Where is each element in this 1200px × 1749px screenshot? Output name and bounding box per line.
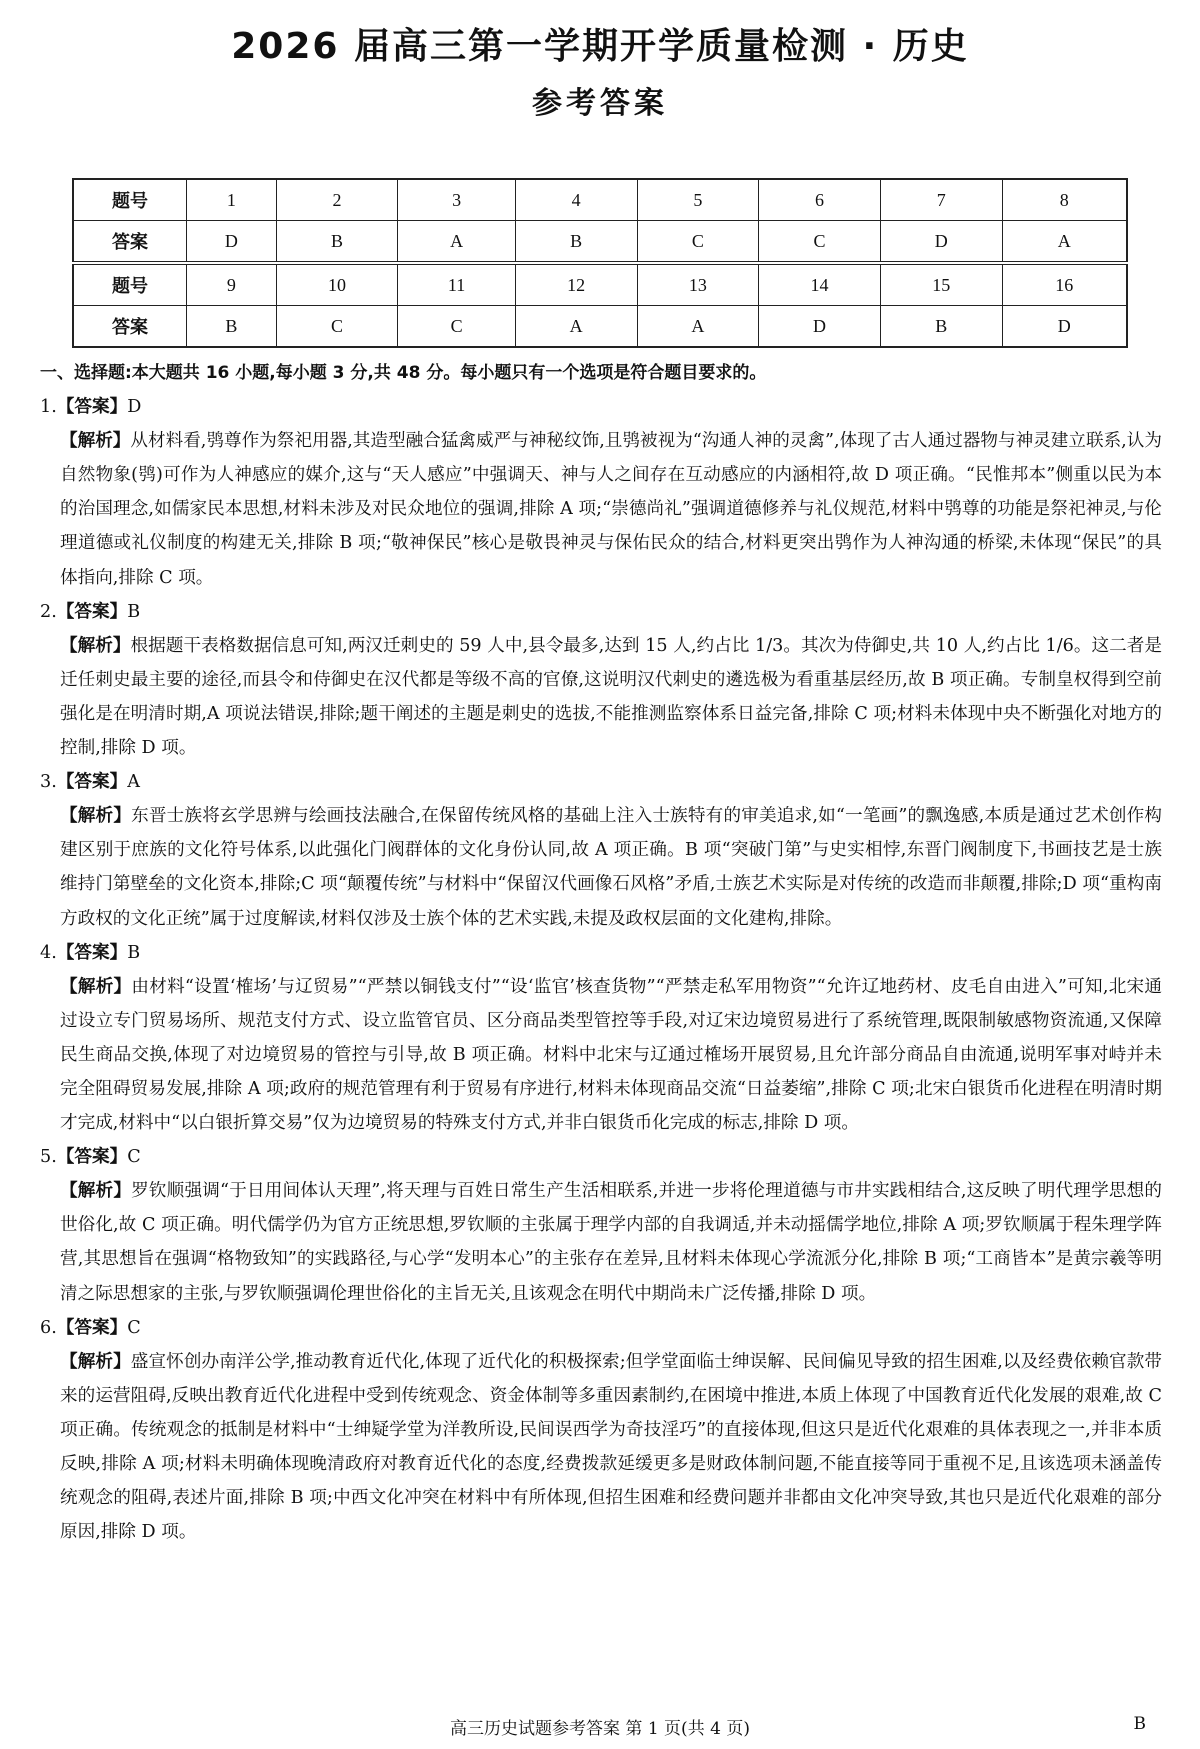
question-number: 2. [40,601,57,622]
question-number-cell: 6 [759,179,881,221]
question-number-cell: 11 [398,263,515,306]
explanation-paragraph [60,970,1162,1140]
question-answer-line [40,595,1162,629]
explanation-tag: 【解析】 [60,431,131,452]
explanation-paragraph [60,1174,1162,1310]
page-title: 2026 届高三第一学期开学质量检测 · 历史 [231,26,969,67]
question-number-row [73,263,1127,306]
question-list [40,390,1162,1549]
question-number: 6. [40,1317,57,1338]
answer-tag: 【答案】 [56,601,128,622]
question-number: 3. [40,772,57,793]
answer-cell: C [276,306,398,348]
explanation-tag: 【解析】 [60,635,131,656]
question-number-cell: 16 [1002,263,1127,306]
question-number: 1. [40,397,57,418]
explanation-tag: 【解析】 [60,806,132,827]
question-number-cell: 9 [187,263,277,306]
answer-explanations [40,356,1162,1549]
explanation-text: 东晋士族将玄学思辨与绘画技法融合,在保留传统风格的基础上注入士族特有的审美追求,如“一笔画”的飘逸感,本质是通过艺术创作构建区别于庶族的文化符号体系,以此强化门阀群体的文化身份认同,故 A 项正确。B 项“突破门第”与史实相悖,东晋门阀制度下,书画技艺是士族维持门第壁垒的文化资本,排除;C 项“颠覆传统”与材料中“保留汉代画像石风格”矛盾,士族艺术实际是对传统的改造而非颠覆,排除;D 项“重构南方政权的文化正统”属于过度解读,材料仅涉及士族个体的艺术实践,未提及政权层面的文化建构,排除。 [60,806,1162,929]
question-answer-line [40,390,1162,424]
answer-cell: C [759,221,881,264]
answer-cell: B [276,221,398,264]
answer-tag: 【答案】 [56,772,128,793]
answer-cell: A [398,221,515,264]
question-number-cell: 2 [276,179,398,221]
explanation-text: 罗钦顺强调“于日用间体认天理”,将天理与百姓日常生产生活相联系,并进一步将伦理道德与市井实践相结合,这反映了明代理学思想的世俗化,故 C 项正确。明代儒学仍为官方正统思想,罗钦顺的主张属于理学内部的自我调适,并未动摇儒学地位,排除 A 项;罗钦顺属于程朱理学阵营,其思想旨在强调“格物致知”的实践路径,与心学“发明本心”的主张存在差异,且材料未体现心学流派分化,排除 B 项;“工商皆本”是黄宗羲等明清之际思想家的主张,与罗钦顺强调伦理世俗化的主旨无关,且该观念在明代中期尚未广泛传播,排除 D 项。 [60,1181,1162,1304]
answer-cell: A [1002,221,1127,264]
question-answer-line [40,1311,1162,1345]
question-answer-line [40,765,1162,799]
explanation-paragraph [60,1345,1162,1550]
explanation-paragraph [60,424,1162,594]
question-number-cell: 15 [880,263,1002,306]
paper-version-code: B [1133,1714,1146,1734]
question-number: 5. [40,1147,57,1168]
answer-letter: B [127,601,141,622]
answer-cell: D [759,306,881,348]
question-number-cell: 10 [276,263,398,306]
page-subtitle: 参考答案 [532,86,668,121]
answer-tag: 【答案】 [56,942,128,963]
question-number-cell: 1 [187,179,277,221]
answer-cell: D [187,221,277,264]
answer-tag: 【答案】 [56,397,128,418]
row-label-question-number: 题号 [73,263,187,306]
answer-letter: B [127,942,141,963]
answer-letter: C [127,1147,141,1168]
answer-cell: D [1002,306,1127,348]
explanation-tag: 【解析】 [60,1181,132,1202]
question-number-cell: 12 [515,263,637,306]
answer-tag: 【答案】 [56,1147,128,1168]
answer-cell: D [880,221,1002,264]
explanation-text: 从材料看,鸮尊作为祭祀用器,其造型融合猛禽威严与神秘纹饰,且鸮被视为“沟通人神的灵禽”,体现了古人通过器物与神灵建立联系,认为自然物象(鸮)可作为人神感应的媒介,这与“天人感应”中强调天、神与人之间存在互动感应的内涵相符,故 D 项正确。“民惟邦本”侧重以民为本的治国理念,如儒家民本思想,材料未涉及对民众地位的强调,排除 A 项;“崇德尚礼”强调道德修养与礼仪规范,材料中鸮尊的功能是祭祀神灵,与伦理道德或礼仪制度的构建无关,排除 B 项;“敬神保民”核心是敬畏神灵与保佑民众的结合,材料更突出鸮作为人神沟通的桥梁,未体现“保民”的具体指向,排除 C 项。 [60,431,1162,588]
page-footer: 高三历史试题参考答案 第 1 页(共 4 页) [450,1719,750,1739]
question-number-cell: 8 [1002,179,1127,221]
answer-cell: C [637,221,759,264]
question-number-cell: 14 [759,263,881,306]
explanation-paragraph [60,799,1162,935]
explanation-text: 根据题干表格数据信息可知,两汉迁刺史的 59 人中,县令最多,达到 15 人,约占比 1/3。其次为侍御史,共 10 人,约占比 1/6。这二者是迁任刺史最主要的途径,而县令和侍御史在汉代都是等级不高的官僚,这说明汉代刺史的遴选极为看重基层经历,故 B 项正确。专制皇权得到空前强化是在明清时期,A 项说法错误,排除;题干阐述的主题是刺史的选拔,不能推测监察体系日益完备,排除 C 项;材料未体现中央不断强化对地方的控制,排除 D 项。 [60,635,1162,759]
question-number-cell: 5 [637,179,759,221]
question-number-cell: 7 [880,179,1002,221]
question-answer-line [40,936,1162,970]
question-number-row [73,179,1127,221]
row-label-answer: 答案 [73,221,187,264]
answer-cell: A [637,306,759,348]
row-label-answer: 答案 [73,306,187,348]
answer-row [73,221,1127,264]
row-label-question-number: 题号 [73,179,187,221]
answer-row [73,306,1127,348]
answer-letter: A [127,772,140,793]
question-number: 4. [40,942,57,963]
answer-cell: B [187,306,277,348]
explanation-paragraph [60,629,1162,765]
question-number-cell: 13 [637,263,759,306]
answer-cell: C [398,306,515,348]
answer-cell: B [880,306,1002,348]
explanation-tag: 【解析】 [60,976,132,997]
section-heading: 一、选择题:本大题共 16 小题,每小题 3 分,共 48 分。每小题只有一个选项是符合题目要求的。 [40,363,767,383]
explanation-text: 盛宣怀创办南洋公学,推动教育近代化,体现了近代化的积极探索;但学堂面临士绅误解、民间偏见导致的招生困难,以及经费依赖官款带来的运营阻碍,反映出教育近代化进程中受到传统观念、资金体制等多重因素制约,在困境中推进,本质上体现了中国教育近代化发展的艰难,故 C 项正确。传统观念的抵制是材料中“士绅疑学堂为洋教所设,民间误西学为奇技淫巧”的直接体现,但这只是近代化艰难的具体表现之一,并非本质反映,排除 A 项;材料未明确体现晚清政府对教育近代化的态度,经费拨款延缓更多是财政体制问题,不能直接等同于重视不足,且该选项未涵盖传统观念的阻碍,表述片面,排除 B 项;中西文化冲突在材料中有所体现,但招生困难和经费问题并非都由文化冲突导致,其也只是近代化艰难的部分原因,排除 D 项。 [60,1351,1162,1543]
answer-letter: D [127,397,142,418]
answer-cell: A [515,306,637,348]
answer-tag: 【答案】 [56,1317,128,1338]
question-answer-line [40,1140,1162,1174]
answer-table [72,178,1128,348]
answer-letter: C [127,1317,141,1338]
question-number-cell: 3 [398,179,515,221]
explanation-text: 由材料“设置‘榷场’与辽贸易”“严禁以铜钱支付”“设‘监官’核查货物”“严禁走私军用物资”“允许辽地药材、皮毛自由进入”可知,北宋通过设立专门贸易场所、规范支付方式、设立监管官员、区分商品类型管控等手段,对辽宋边境贸易进行了系统管理,既限制敏感物资流通,又保障民生商品交换,体现了对边境贸易的管控与引导,故 B 项正确。材料中北宋与辽通过榷场开展贸易,且允许部分商品自由流通,说明军事对峙并未完全阻碍贸易发展,排除 A 项;政府的规范管理有利于贸易有序进行,材料未体现商品交流“日益萎缩”,排除 C 项;北宋白银货币化进程在明清时期才完成,材料中“以白银折算交易”仅为边境贸易的特殊支付方式,并非白银货币化完成的标志,排除 D 项。 [60,976,1162,1134]
explanation-tag: 【解析】 [60,1351,131,1372]
question-number-cell: 4 [515,179,637,221]
answer-cell: B [515,221,637,264]
